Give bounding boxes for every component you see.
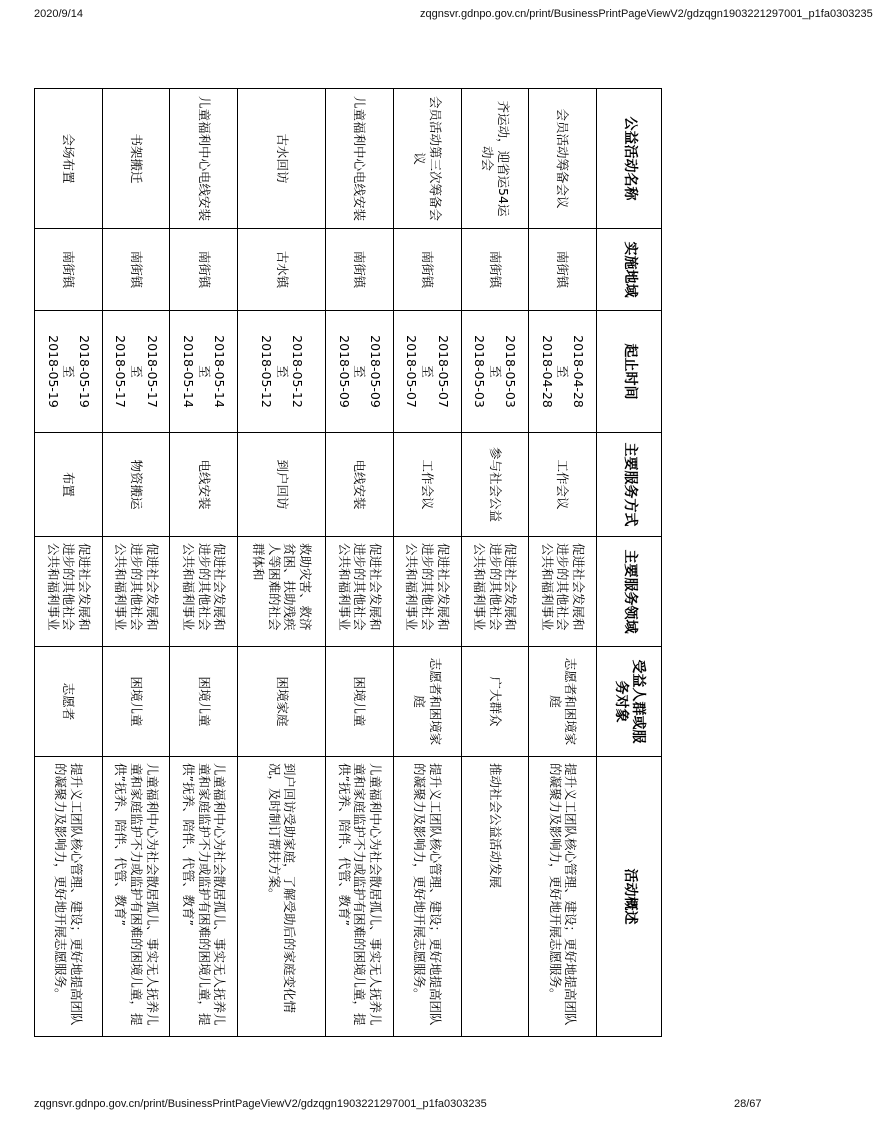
end-date: 2018-05-03 [472,335,488,408]
activity-description: 儿童福利中心为社会散居孤儿、事实无人抚养儿童和家庭监护不力或监护有困难的困境儿童，提供”抚养、陪伴、代管、教育” [326,757,394,1037]
column-header-target: 受益人群或服务对象 [597,647,662,757]
activity-region: 南街镇 [35,229,103,311]
activity-name: 会员活动第三次筹备会议 [393,89,461,229]
start-date: 2018-05-14 [212,335,228,408]
activity-target: 困境家庭 [238,647,326,757]
table-row [326,89,394,1037]
activity-name: 会员活动筹备会议 [529,89,597,229]
activity-mode: 到户回访 [238,433,326,537]
activity-target: 广大群众 [461,647,529,757]
end-date: 2018-05-07 [404,335,420,408]
column-header-region: 实施地域 [597,229,662,311]
activity-period [102,311,170,433]
activity-mode: 工作会议 [393,433,461,537]
activity-description: 儿童福利中心为社会散居孤儿、事实无人抚养儿童和家庭监护不力或监护有困难的困境儿童，提供”抚养、陪伴、代管、教育” [102,757,170,1037]
activity-name: 会场布置 [35,89,103,229]
table-row [102,89,170,1037]
activity-name: 齐运动，迎省运54运动会 [461,89,529,229]
activity-description: 推动社会公益活动发展 [461,757,529,1037]
activity-mode: 电线安装 [326,433,394,537]
start-date: 2018-05-09 [368,335,384,408]
activity-description: 儿童福利中心为社会散居孤儿、事实无人抚养儿童和家庭监护不力或监护有困难的困境儿童，提供”抚养、陪伴、代管、教育” [170,757,238,1037]
activity-region: 古水镇 [238,229,326,311]
column-header-mode: 主要服务方式 [597,433,662,537]
activity-mode: 布置 [35,433,103,537]
end-date: 2018-05-12 [258,335,274,408]
activity-period [170,311,238,433]
activity-period [529,311,597,433]
end-date: 2018-05-14 [181,335,197,408]
activity-region: 南街镇 [326,229,394,311]
activity-mode: 工作会议 [529,433,597,537]
column-header-period: 起止时间 [597,311,662,433]
activity-region: 南街镇 [102,229,170,311]
end-date: 2018-05-19 [45,335,61,408]
activity-domain: 促进社会发展和进步的其他社会公共和福利事业 [529,537,597,647]
print-date: 2020/9/14 [34,8,83,20]
activity-mode: 电线安装 [170,433,238,537]
activity-period [35,311,103,433]
table-row [170,89,238,1037]
print-url-footer: zqgnsvr.gdnpo.gov.cn/print/BusinessPrintPageViewV2/gdzqgn1903221297001_p1fa0303235 [34,1098,487,1110]
activity-region: 南街镇 [461,229,529,311]
activity-mode: 参与社会公益 [461,433,529,537]
activity-description: 提升义工团队核心管理、建设；更好地提高团队的凝聚力及影响力，更好地开展志愿服务。 [393,757,461,1037]
activity-target: 志愿者 [35,647,103,757]
column-header-description: 活动概述 [597,757,662,1037]
table-header-row [597,89,662,1037]
table-row [35,89,103,1037]
print-url-header: zqgnsvr.gdnpo.gov.cn/print/BusinessPrintPageViewV2/gdzqgn1903221297001_p1fa0303235 [420,8,873,20]
column-header-domain: 主要服务领域 [597,537,662,647]
activity-name: 古水回访 [238,89,326,229]
activity-period [461,311,529,433]
table-row [461,89,529,1037]
activity-domain: 促进社会发展和进步的其他社会公共和福利事业 [170,537,238,647]
activity-domain: 促进社会发展和进步的其他社会公共和福利事业 [393,537,461,647]
end-date: 2018-05-17 [113,335,129,408]
date-separator: 至 [61,365,77,378]
start-date: 2018-05-19 [76,335,92,408]
activity-region: 南街镇 [170,229,238,311]
start-date: 2018-05-17 [144,335,160,408]
activity-name: 书架搬迁 [102,89,170,229]
activity-domain: 促进社会发展和进步的其他社会公共和福利事业 [35,537,103,647]
activity-name: 儿童福利中心电线安装 [326,89,394,229]
date-separator: 至 [196,365,212,378]
table-row [393,89,461,1037]
activity-target: 困境儿童 [170,647,238,757]
activity-description: 到户回访受助家庭，了解受助后的家庭变化情况，及时制订帮扶方案。 [238,757,326,1037]
activity-mode: 物资搬运 [102,433,170,537]
start-date: 2018-05-07 [435,335,451,408]
activity-period [326,311,394,433]
activity-period [238,311,326,433]
activity-table [34,88,662,1037]
start-date: 2018-05-12 [290,335,306,408]
date-separator: 至 [128,365,144,378]
activity-target: 困境儿童 [102,647,170,757]
activity-target: 志愿者和困境家庭 [529,647,597,757]
page-number: 28/67 [734,1098,762,1110]
activity-domain: 促进社会发展和进步的其他社会公共和福利事业 [102,537,170,647]
start-date: 2018-04-28 [571,335,587,408]
activity-region: 南街镇 [393,229,461,311]
activity-domain: 促进社会发展和进步的其他社会公共和福利事业 [461,537,529,647]
activity-target: 志愿者和困境家庭 [393,647,461,757]
activity-domain: 促进社会发展和进步的其他社会公共和福利事业 [326,537,394,647]
activity-description: 提升义工团队核心管理、建设；更好地提高团队的凝聚力及影响力，更好地开展志愿服务。 [35,757,103,1037]
column-header-name: 公益活动名称 [597,89,662,229]
end-date: 2018-04-28 [539,335,555,408]
end-date: 2018-05-09 [336,335,352,408]
date-separator: 至 [274,365,290,378]
table-row [238,89,326,1037]
date-separator: 至 [352,365,368,378]
activity-domain: 救助灾害、救济贫困、扶助残疾人等困难的社会群体和 [238,537,326,647]
date-separator: 至 [420,365,436,378]
activity-table-rotated [34,88,662,1036]
activity-region: 南街镇 [529,229,597,311]
activity-description: 提升义工团队核心管理、建设；更好地提高团队的凝聚力及影响力，更好地开展志愿服务。 [529,757,597,1037]
table-row [529,89,597,1037]
activity-period [393,311,461,433]
activity-target: 困境儿童 [326,647,394,757]
activity-name: 儿童福利中心电线安装 [170,89,238,229]
start-date: 2018-05-03 [503,335,519,408]
date-separator: 至 [487,365,503,378]
date-separator: 至 [555,365,571,378]
